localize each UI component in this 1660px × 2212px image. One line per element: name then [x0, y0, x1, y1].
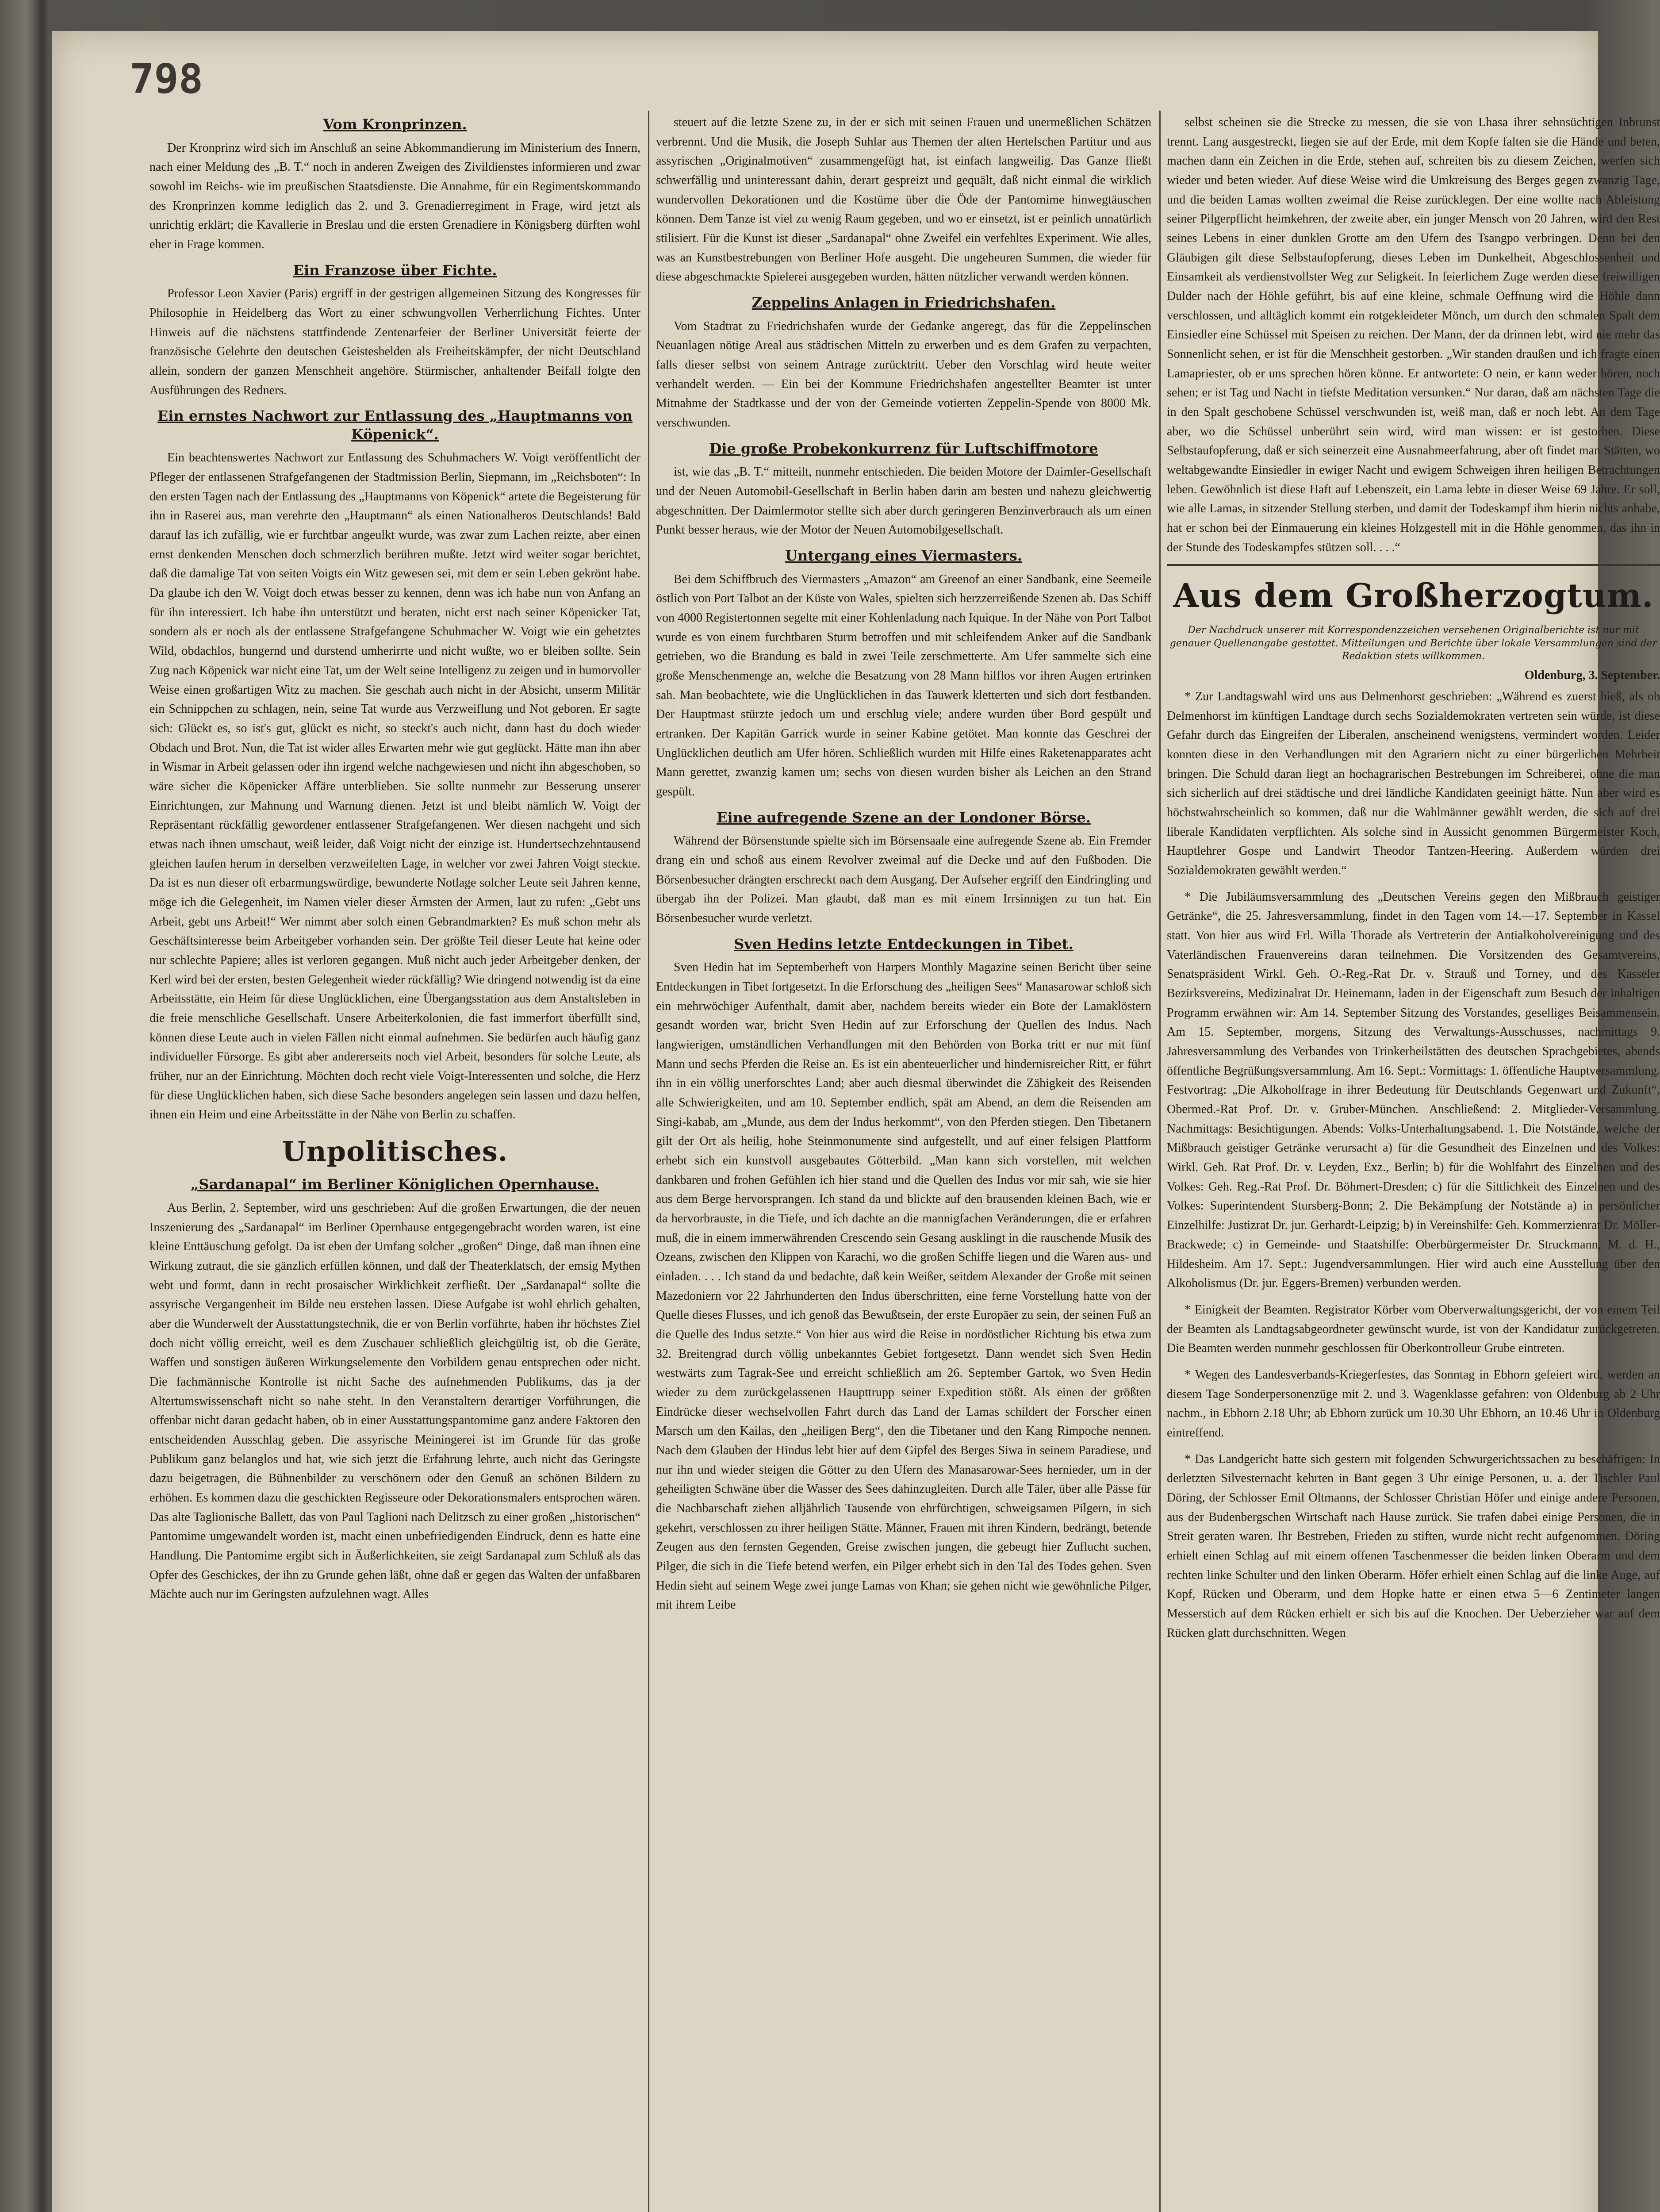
article [1167, 1450, 1660, 1643]
article [1167, 887, 1660, 1293]
article [150, 1175, 640, 1604]
article-text: * Zur Landtagswahl wird uns aus Delmenhorst geschrieben: „Während es zuerst hieß, als ob Delmenhorst im künftigen Landtage durch sechs Sozialdemokraten vertreten sein würde, ist diese Gefahr durch das Eingreifen der Liberalen, anscheinend wenigstens, vermindert worden. Leider konnten diese in den Verhandlungen mit den Agrariern nicht zu einer bürgerlichen Mehrheit bringen. Die Schuld daran liegt an hochagrarischen Bestrebungen im Schreiberei, ohne die man sich sicherlich auf drei städtische und drei ländliche Kandidaten geeinigt hätte. Nun aber wird es höchstwahrscheinlich so kommen, daß nur die Wahlmänner gewählt werden, die sich auf drei liberale Kandidaten verpflichten. Als solche sind in Aussicht genommen Bürgermeister Koch, Hauptlehrer Gospe und Landwirt Theodor Tantzen-Heering. Außerdem würden drei Sozialdemokraten gewählt werden.“ [1167, 690, 1660, 878]
article [656, 294, 1151, 433]
article-headline: Vom Kronprinzen. [323, 116, 467, 133]
article-headline: Eine aufregende Szene an der Londoner Börse. [717, 809, 1091, 826]
article-text: * Wegen des Landesverbands-Kriegerfestes, das Sonntag in Ebhorn gefeiert wird, werden an diesem Tage Sonderpersonenzüge mit 2. und 3. Wagenklasse gefahren: von Oldenburg ab 2 Uhr nachm., in Ebhorn 2.18 Uhr; ab Ebhorn zurück um 10.30 Uhr Ebhorn, an 10.46 Uhr in Oldenburg eintreffend. [1167, 1367, 1660, 1440]
column-1 [150, 113, 640, 2212]
article [656, 809, 1151, 928]
article-text: ist, wie das „B. T.“ mitteilt, nunmehr entschieden. Die beiden Motore der Daimler-Gesellschaft und der Neuen Automobil-Gesellschaft in Berlin haben darin am besten und nahezu gleichwertig abgeschnitten. Der Daimlermotor stellte sich aber durch geringeren Benzinverbrauch als um einen Punkt besser heraus, wie der Motor der Neuen Automobilgesellschaft. [656, 465, 1151, 537]
article [656, 935, 1151, 1615]
article [150, 115, 640, 254]
section-note: Der Nachdruck unserer mit Korrespondenzzeichen versehenen Originalberichte ist nur mit genauer Quellenangabe gestattet. Mitteilungen und Berichte über lokale Versammlungen sind der Redaktion stets willkommen. [1169, 624, 1657, 662]
section-title: Aus dem Großherzogtum. [1173, 577, 1654, 615]
section-divider [1167, 564, 1660, 566]
dateline: Oldenburg, 3. September. [1524, 668, 1660, 683]
newspaper-page [52, 31, 1660, 2212]
article-text: Während der Börsenstunde spielte sich im Börsensaale eine aufregende Szene ab. Ein Fremder drang ein und schoß aus einem Revolver zweimal auf die Decke und auf den Fußboden. Die Börsenbesucher drängten erschreckt nach dem Ausgang. Der Aufseher ergriff den Eindringling und übergab ihn der Polizei. Man glaubt, daß man es mit einem Irrsinnigen zu tun hat. Ein Börsenbesucher wurde verletzt. [656, 834, 1151, 925]
article-text: Bei dem Schiffbruch des Viermasters „Amazon“ am Greenof an einer Sandbank, eine Seemeile östlich von Port Talbot an der Küste von Wales, spielten sich herzzerreißende Szenen ab. Das Schiff von 4000 Registertonnen segelte mit einer Kohlenladung nach Iquique. In der Nähe von Port Talbot wurde es von einem furchtbaren Sturm betroffen und mit schleifendem Anker auf die Sandbank getrieben, wo die Brandung es bald in zwei Teile zerschmetterte. Am Ufer sammelte sich eine große Menschenmenge an, welche die Besatzung von 28 Mann hilflos vor ihren Augen ertrinken sah. Man beobachtete, wie die Unglücklichen in das Tauwerk kletterten und sich dort festbanden. Der Hauptmast stürzte jedoch um und erschlug viele; andere wurden über Bord gespült und ertranken. Der Kapitän Garrick wurde in seiner Kabine getötet. Man konnte das Geschrei der Unglücklichen deutlich am Ufer hören. Schließlich wurden mit Hilfe eines Raketenapparates acht Mann gerettet, zwanzig kamen um; sechs von diesen wurden bisher als Leichen an den Strand gespült. [656, 572, 1151, 799]
article-headline: Sven Hedins letzte Entdeckungen in Tibet. [734, 935, 1073, 952]
article-text: Professor Leon Xavier (Paris) ergriff in der gestrigen allgemeinen Sitzung des Kongresses für Philosophie in Heidelberg das Wort zu einer schwungvollen Verherrlichung Fichtes. Unter Hinweis auf die nächstens stattfindende Zentenarfeier der Berliner Universität feierte der französische Gelehrte den deutschen Geisteshelden als Freiheitskämpfer, der nicht Deutschland allein, sondern der ganzen Menschheit angehöre. Stürmischer, anhaltender Beifall folgte den Ausführungen des Redners. [150, 287, 640, 397]
column-2 [656, 113, 1151, 2212]
article-text: Vom Stadtrat zu Friedrichshafen wurde der Gedanke angeregt, das für die Zeppelinschen Neuanlagen nötige Areal aus städtischen Mitteln zu erwerben und es dem Grafen zu verpachten, falls dieser selbst von seinem Antrage zurücktritt. Ueber den Vorschlag wird heute weiter verhandelt werden. — Ein bei der Kommune Friedrichshafen angestellter Beamter ist unter Mitnahme der Stadtkasse und der von der Gemeinde votierten Zeppelin-Spende von 8000 Mk. verschwunden. [656, 319, 1151, 430]
article [150, 407, 640, 1125]
article-headline: Untergang eines Viermasters. [785, 547, 1022, 564]
article [1167, 1365, 1660, 1443]
article-text: Aus Berlin, 2. September, wird uns geschrieben: Auf die großen Erwartungen, die der neuen Inszenierung des „Sardanapal“ im Berliner Opernhause entgegengebracht worden waren, ist eine kleine Enttäuschung gefolgt. Da ist eben der Umfang solcher „großen“ Dinge, daß man ihnen eine Wirkung zutraut, die sie gänzlich erfüllen können, und daß der Theaterklatsch, der emsig Mythen webt und formt, dann in recht prosaischer Wirklichkeit zerfließt. Der „Sardanapal“ sollte die assyrische Vergangenheit im Bilde neu erstehen lassen. Diese Aufgabe ist wohl ehrlich gehalten, aber die Wunderwelt der Ausstattungstechnik, die er von Berlin vorführte, haben ihr höchstes Ziel doch nicht völlig erreicht, weil es dem Zuschauer schließlich gleichgültig ist, ob die Geräte, Waffen und sonstigen äußeren Wirkungselemente den Vorbildern genau entsprechen oder nicht. Die fachmännische Kontrolle ist nicht Sache des aufnehmenden Publikums, das ja der Altertumswissenschaft nicht so nahe steht. In den Veranstaltern derartiger Vorführungen, die offenbar nicht daran gedacht haben, ob in einer Ausstattungspantomime ganz andere Faktoren den entscheidenden Ausschlag geben. Die assyrische Meiningerei ist im Grunde für das große Publikum ganz belanglos und hat, wie sich jetzt die Erfahrung lehrte, auch nicht das Geringste dazu beigetragen, die Bühnenbilder zu verschönern oder den Genuß an schönen Bildern zu erhöhen. Es kommen dazu die geschickten Regisseure oder Dekorationsmalers entsprochen wären. Das alte Taglionische Ballett, das von Paul Taglioni nach Delitzsch zu einer großen „historischen“ Pantomime umgewandelt worden ist, macht einen unbefriedigenden Eindruck, denn es hatte eine Handlung. Die Pantomime ergibt sich in Äußerlichkeiten, sie zeigt Sardanapal zum Schluß als das Opfer des Geschickes, der ihn zu Grunde gehen läßt, ohne daß er gegen das Walten der unfaßbaren Mächte auch nur im Geringsten aufzulehnen wagt. Alles [150, 1201, 640, 1601]
column-rule [1159, 111, 1161, 2212]
article-text: * Die Jubiläumsversammlung des „Deutschen Vereins gegen den Mißbrauch geistiger Getränke“, die 25. Jahresversammlung, findet in den Tagen vom 14.—17. September in Kassel statt. Von hier aus wird Frl. Willa Thorade als Vertreterin der Antialkoholvereinigung und des Vaterländischen Frauenvereins daran teilnehmen. Die Vorsitzenden des Gesamtvereins, Senatspräsident Wirkl. Geh. O.-Reg.-Rat Dr. v. Strauß und Torney, und des Kasseler Bezirksvereins, Medizinalrat Dr. Heinemann, laden in der Eigenschaft zum Besuch der inhaltigen Programm erwähnen wir: Am 14. September Sitzung des Vorstandes, geselliges Beisammensein. Am 15. September, morgens, Sitzung des Verwaltungs-Ausschusses, nachmittags 9. Jahresversammlung des Verbandes von Trinkerheilstätten des deutschen Sprachgebietes, abends öffentliche Begrüßungsversammlung. Am 16. Sept.: Vormittags: 1. öffentliche Hauptversammlung. Festvortrag: „Die Alkoholfrage in ihrer Bedeutung für Deutschlands Gegenwart und Zukunft“, Obermed.-Rat Prof. Dr. v. Gruber-München. Anschließend: 2. Mitglieder-Versammlung. Nachmittags: Besichtigungen. Abends: Volks-Unterhaltungsabend. 1. Die Notstände, welche der Mißbrauch geistiger Getränke verursacht a) für die Gesundheit des Einzelnen und des Volkes: Wirkl. Geh. Rat Prof. Dr. v. Leyden, Exz., Berlin; b) für die Wohlfahrt des Einzelnen und des Volkes: Geh. Reg.-Rat Prof. Dr. Böhmert-Dresden; c) für die Sittlichkeit des Einzelnen und des Volkes: Superintendent Stursberg-Bonn; 2. Die Bekämpfung der Notstände a) in persönlicher Einzelhilfe: Justizrat Dr. jur. Gerhardt-Leipzig; b) in Vereinshilfe: Geh. Kommerzienrat Dr. Möller-Brackwede; c) in Gemeinde- und Staatshilfe: Oberbürgermeister Dr. Struckmann, M. d. H., Hildesheim. Am 17. Sept.: Jugendversammlungen. Hier wird auch eine Ausstellung über den Alkoholismus (Dr. jur. Eggers-Bremen) verbunden werden. [1167, 890, 1660, 1290]
article [656, 547, 1151, 802]
article-headline: „Sardanapal“ im Berliner Königlichen Opernhause. [191, 1176, 599, 1193]
article-headline: Ein Franzose über Fichte. [293, 261, 497, 279]
article-text: Sven Hedin hat im Septemberheft von Harpers Monthly Magazine seinen Bericht über seine Entdeckungen in Tibet fortgesetzt. In die Erforschung des „heiligen Sees“ Manasarowar schloß sich ein mehrwöchiger Aufenthalt, damit aber, nachdem bereits wieder ein Bote der Lamaklöstern gesandt worden war, bricht Sven Hedin auf zur Erforschung der Quellen des Indus. Nach langwierigen, umständlichen Verhandlungen mit den Behörden von Borka tritt er nur mit fünf Mann und sechs Pferden die Reise an. Es ist ein abenteuerlicher und hindernisreicher Ritt, er führt ihn in ein völlig unerforschtes Land; aber auch diesmal überwindet die Zähigkeit des Reisenden alle Schwierigkeiten, und am 10. September endlich, spät am Abend, an dem die Reisenden am Singi-kabab, am „Munde, aus dem der Indus herkommt“, von den Pferden stiegen. Den Tibetanern gilt der Ort als heilig, hohe Steinmonumente sind aufgestellt, und auf einer felsigen Plattform erhebt sich ein kunstvoll ausgebautes Götterbild. „Man kann sich vorstellen, mit welchen dankbaren und frohen Gefühlen ich hier stand und die Quellen des Indus vor mir sah, wie sie hier aus dem Berge hervorsprangen. Ich stand da und blickte auf den brausenden kleinen Bach, wie er da hervorbrauste, in die Tiefe, und ich dachte an die mannigfachen Veränderungen, die er erfahren muß, die in einem immerwährenden Crescendo sein Gesang ausklingt in die rauschende Musik des Ozeans, zwischen den Klippen von Karachi, wo die großen Schiffe liegen und die Waren aus- und einladen. . . . Ich stand da und bedachte, daß kein Weißer, seitdem Alexander der Große mit seinen Mazedoniern vor 22 Jahrhunderten den Indus überschritten, eine ferne Vorstellung hatte von der Quelle dieses Flusses, und ich genoß das Bewußtsein, der erste Europäer zu sein, der seinen Fuß an die Quelle des Indus setzte.“ Von hier aus wird die Reise in nordöstlicher Richtung bis etwa zum 32. Breitengrad durch völlig unbekanntes Gebiet fortgesetzt. Dann wendet sich Sven Hedin westwärts zum Tagrak-See und erreicht schließlich am 26. September Gartok, wo Sven Hedin wieder zu dem zurückgelassenen Haupttrupp seiner Expedition stößt. Als einen der größten Eindrücke dieser wechselvollen Fahrt durch das Land der Lamas schildert der Forscher einen Marsch um den Kailas, den „heiligen Berg“, den die Tibetaner und den Kang Rimpoche nennen. Nach dem Glauben der Hindus lebt hier auf dem Gipfel des Berges Siwa in seinem Paradiese, und nur ihn und wieder steigen die Götter zu den Ufern des Manasarowar-Sees hernieder, um in der geheiligten Schwäne über die Wasser des Sees dahinzugleiten. Durch alle Täler, über alle Pässe für die Nachbarschaft ziehen alljährlich Tausende von ehrfürchtigen, schweigsamen Pilgern, in sich gekehrt, verschlossen zu ihrer heiligen Stätte. Männer, Frauen mit ihren Kindern, bedrängt, betende Zeugen aus den fernsten Gegenden, Greise zwischen jungen, die gebeugt hier Zuflucht suchen, Pilger, die sich in die Tiefe betend werfen, ein Pilger erhebt sich in den Tal des Todes gehen. Sven Hedin sieht auf seinem Wege zwei junge Lamas von Khan; sie gehen nicht wie gewöhnliche Pilger, mit ihrem Leibe [656, 960, 1151, 1612]
section-title: Unpolitisches. [282, 1135, 508, 1167]
article [656, 440, 1151, 540]
article-text: steuert auf die letzte Szene zu, in der er sich mit seinen Frauen und unermeßlichen Schätzen verbrennt. Und die Musik, die Joseph Suhlar aus Themen der alten Hertelschen Partitur und aus assyrischen „Originalmotiven“ zusammengefügt hat, ist einfach langweilig. Das Ganze fließt schwerfällig und uninteressant dahin, derart gespreizt und gequält, daß nicht einmal die wirklich wundervollen Dekorationen und die Kostüme über die Öde der Pantomime hinwegtäuschen können. Dem Tanze ist viel zu wenig Raum gegeben, und wo er einsetzt, ist er peinlich unnatürlich stilisiert. Für die Kunst ist dieser „Sardanapal“ ohne Zweifel ein verfehltes Experiment. Wie alles, was an Kunstbestrebungen von Berliner Hofe ausgeht. Die ungeheuren Summen, die wieder für diese abgeschmackte Spielerei ausgegeben wurden, hätten nützlicher verwandt werden können. [656, 115, 1151, 284]
article [150, 261, 640, 400]
page-number: 798 [130, 55, 203, 103]
article-text: * Einigkeit der Beamten. Registrator Körber vom Oberverwaltungsgericht, der von einem Teil der Beamten als Landtagsabgeordneter gewünscht wurde, ist von der Kandidatur zurückgetreten. Die Beamten werden nunmehr geschlossen für Oberkontrolleur Grube eintreten. [1167, 1302, 1660, 1356]
article-text: selbst scheinen sie die Strecke zu messen, die sie von Lhasa ihrer sehnsüchtigen Inbrunst trennt. Lang ausgestreckt, liegen sie auf der Erde, mit dem Kopfe falten sie die Hände und beten, machen dann ein Zeichen in die Erde, stehen auf, schreiten bis zu diesem Zeichen, werfen sich wieder und beten wieder. Auf diese Weise wird die Umkreisung des Berges gegen zwanzig Tage, und die beiden Lamas wollten zweimal die Reise zurücklegen. Der eine wollte nach Ableistung seiner Pilgerpflicht heimkehren, der zweite aber, ein junger Mensch von 20 Jahren, wird den Rest seines Lebens in einer dunklen Grotte am den Ufern des Tsangpo verbringen. Denn bei den Gläubigen gilt diese Selbstaufopferung, dieses Leben im Dunkelheit, Abgeschlossenheit und Einsamkeit als verdienstvollster Weg zur Seligkeit. In feierlichem Zuge werden diese freiwilligen Dulder nach der Höhle geführt, bis auf eine kleine, schmale Oeffnung wird die Höhle dann verschlossen, und alltäglich kommt ein rotgekleideter Mönch, um durch den schmalen Spalt dem Einsiedler eine Schüssel mit Speisen zu reichen. Der Mann, der da drinnen lebt, wird nie mehr das Sonnenlicht sehen, er ist für die Menschheit gestorben. „Wir standen draußen und ich fragte einen Lamapriester, ob er uns sprechen hören könne. Er antwortete: O nein, er kann weder hören, noch sehen; er ist Tag und Nacht in tiefste Meditation versunken.“ Nur daran, daß am nächsten Tage die in den Spalt geschobene Schüssel verschwunden ist, weiß man, daß er noch lebt. An dem Tage aber, wo die Schüssel unberührt sein wird, wird man wissen: er ist gestorben. Diese Selbstaufopferung, daß er sich seinerzeit eine Ausnahmeerfahrung, aber oft findet man Stätten, wo weltabgewandte Einsiedler in ewiger Nacht und ewigem Schweigen ihren heiligen Betrachtungen leben. Gewöhnlich ist diese Haft auf Lebenszeit, ein Lama lebte in dieser Weise 69 Jahre. Er soll, wie alle Lamas, in sitzender Stellung sterben, und damit der Todeskampf ihm hierin nichts anhabe, hat er schon bei der Einmauerung ein kleines Holzgestell mit in die Höhle genommen, das ihn in der Stunde des Todeskampfes stützen soll. . . .“ [1167, 115, 1660, 554]
article [656, 113, 1151, 287]
article-text: Ein beachtenswertes Nachwort zur Entlassung des Schuhmachers W. Voigt veröffentlicht der Pfleger der entlassenen Strafgefangenen der Stadtmission Berlin, Siepmann, im „Reichsboten“: In den ersten Tagen nach der Entlassung des „Hauptmanns von Köpenick“ artete die Begeisterung für ihn in Raserei aus, man verehrte den „Hauptmann“ als einen Nationalheros Deutschlands! Bald darauf las ich zufällig, wie er furchtbar angeulkt wurde, was zwar zum Lachen reizte, aber einen ernst denkenden Menschen doch schmerzlich berühren mußte. Jetzt wird weiter sogar berichtet, daß die damalige Tat von seiten Voigts ein Witz gewesen sei, mit dem er sein Leben gekrönt habe. Da glaube ich den W. Voigt doch etwas besser zu kennen, denn was ich habe nun von Anfang an für ihn interessiert. Ich habe ihn unterstützt und beraten, nicht erst nach seiner Köpenicker Tat, sondern als er noch als der entlassene Strafgefangene Schuhmacher W. Voigt wie ein gehetztes Wild, obdachlos, hungernd und durstend umherirrte und nicht wußte, wo er bleiben sollte. Sein Zug nach Köpenick war nicht eine Tat, um der Welt seine Intelligenz zu zeigen und in humorvoller Weise einen großartigen Witz zu machen. Sie geschah auch nicht in der Absicht, unserm Militär ein Schnippchen zu schlagen, nein, seine Tat wurde aus Verzweiflung und Not geboren. Er sagte sich: Glückt es, so ist's gut, glückt es nicht, so steckt's auch nicht, dann hast du doch wieder Obdach und Brot. Nun, die Tat ist wider alles Erwarten mehr wie gut geglückt. Hätte man ihn aber in Wismar in Arbeit gelassen oder ihn irgend welche nachgewiesen und nicht ihn abgeschoben, so wäre sicher die Köpenicker Affäre unterblieben. Sie sollte nunmehr zur Besserung unserer Einrichtungen, zur Mahnung und Warnung dienen. Jetzt ist und bleibt nämlich W. Voigt der Repräsentant rückfällig gewordener entlassener Strafgefangenen. Wer diesen nachgeht und sich etwas nach ihnen umschaut, weiß leider, daß Voigt nicht der einzige ist. Hundertsechzehntausend gleichen laufen herum in derselben verzweifelten Lage, in welcher vor zwei Jahren Voigt steckte. Da ist es nun dieser oft erbarmungswürdige, bewunderte Notlage solcher Leute seit Jahren kenne, möge ich die Gelegenheit, im Namen vieler dieser Ärmsten der Armen, laut zu rufen: „Gebt uns Arbeit, gebt uns Arbeit!“ Wer nimmt aber solch einen Gebrandmarkten? Es muß schon mehr als Geschäftsinteresse beim Arbeitgeber vorhanden sein. Der größte Teil dieser Leute hat keine oder nur schlechte Papiere; alles ist verloren gegangen. Muß nicht auch jeder Arbeitgeber denken, der Kerl wird bei der ersten, besten Gelegenheit wieder rückfällig? Wie dringend notwendig ist da eine Arbeitsstätte, ein Heim für diese Unglücklichen, eine Übergangsstation aus dem Anstaltsleben in die freie menschliche Gesellschaft. Unsere Arbeiterkolonien, die fast immerfort überfüllt sind, können diese Leute auch in vielen Fällen nicht einmal aufnehmen. Sie bedürfen auch häufig ganz individueller Fürsorge. Es gibt aber andererseits noch viel Arbeit, besonders für solche Leute, als früher, nur an der Einrichtung. Möchten doch recht viele Voigt-Interessenten und solche, die Herz für diese Unglücklichen haben, sich diese Sache besonders angelegen sein lassen und dazu helfen, ihnen ein Heim und eine Arbeitsstätte in der Nähe von Berlin zu schaffen. [150, 451, 640, 1122]
article-headline: Zeppelins Anlagen in Friedrichshafen. [751, 294, 1056, 311]
article [1167, 1300, 1660, 1358]
article-headline: Ein ernstes Nachwort zur Entlassung des „Hauptmanns von Köpenick“. [157, 407, 633, 443]
column-3 [1167, 113, 1660, 2212]
column-rule [648, 111, 649, 2212]
article-text: * Das Landgericht hatte sich gestern mit folgenden Schwurgerichtssachen zu beschäftigen: In derletzten Silvesternacht kehrten in Bant gegen 3 Uhr einige Personen, u. a. der Tischler Paul Döring, der Schlosser Emil Oltmanns, der Schlosser Christian Höfer und einige andere Personen, aus der Budenbergschen Wirtschaft nach Hause zurück. Sie trafen dabei einige Personen, die in Streit geraten waren. Ihr Bestreben, Frieden zu stiften, wurde nicht recht aufgenommen. Döring erhielt einen Schlag auf mit einem offenen Taschenmesser die beiden linken Oberarm und dem rechten linke Schulter und den linken Oberarm. Höfer erhielt einen Schlag auf die linke Auge, auf Kopf, Rücken und Oberarm, und dem Hopke hatte er einen etwa 5—6 Zentimeter langen Messerstich auf dem Rücken erhielt er sich bis auf die Knochen. Der Ueberzieher war auf dem Rücken glatt durchschnitten. Wegen [1167, 1452, 1660, 1640]
article-text: Der Kronprinz wird sich im Anschluß an seine Abkommandierung im Ministerium des Innern, nach einer Meldung des „B. T.“ noch in anderen Zweigen des Zivildienstes informieren und zwar sowohl im Reichs- wie im preußischen Staatsdienste. Die Annahme, für ein Regimentskommando des Kronprinzen komme lediglich das 2. und 3. Grenadierregiment in Frage, wird jetzt als unrichtig erklärt; die Kavallerie in Breslau und die ersten Grenadiere in Königsberg dürften wohl eher in Frage kommen. [150, 141, 640, 251]
article [1167, 687, 1660, 880]
article-headline: Die große Probekonkurrenz für Luftschiffmotore [709, 440, 1098, 457]
article [1167, 113, 1660, 557]
